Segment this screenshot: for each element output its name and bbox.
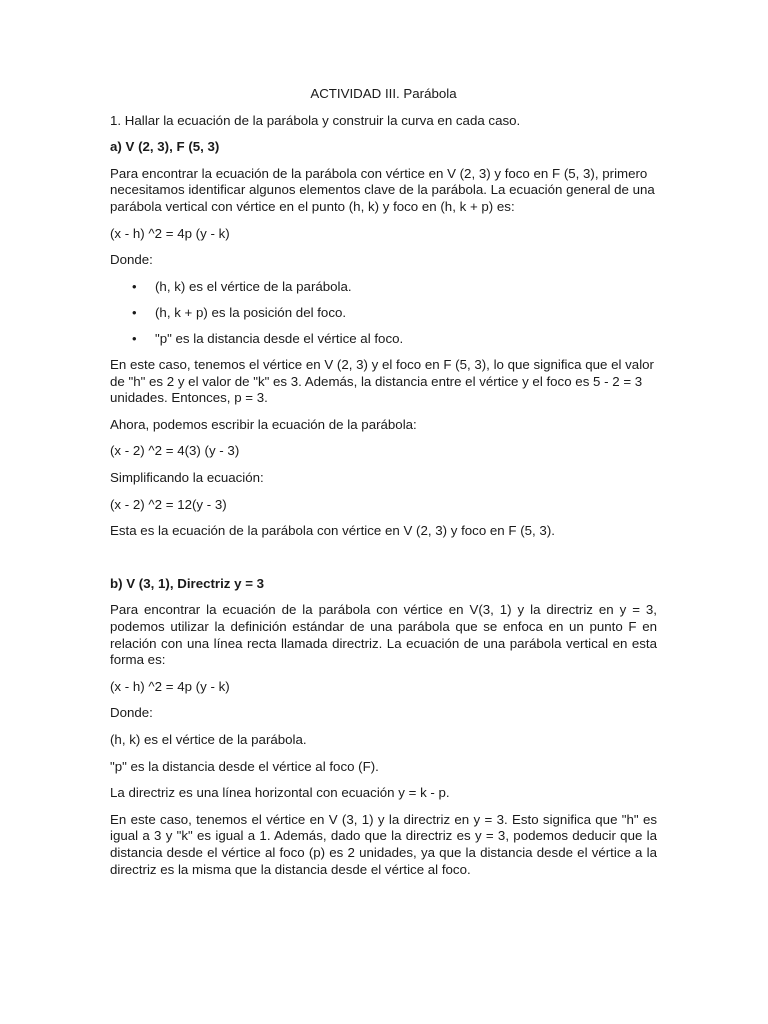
list-item-text: "p" es la distancia desde el vértice al foco.: [155, 330, 404, 346]
part-b-intro: Para encontrar la ecuación de la parábola con vértice en V(3, 1) y la directriz en y = 3, podemos utilizar la definición estándar de una parábola que se enfoca en un punto F en relación con una línea recta llamada directriz. La ecuación de una parábola vertical en esta forma es:: [110, 602, 657, 668]
part-a-simplify-text: Simplificando la ecuación:: [110, 470, 264, 485]
part-a-heading: a) V (2, 3), F (5, 3): [110, 139, 220, 155]
part-a-equation-1: (x - 2) ^2 = 4(3) (y - 3): [110, 443, 240, 459]
part-a-intro: Para encontrar la ecuación de la parábola con vértice en V (2, 3) y foco en F (5, 3), primero necesitamos identificar algunos elementos clave de la parábola. La ecuación general de una parábola vertical con vértice en el punto (h, k) y foco en (h, k + p) es:: [110, 165, 655, 214]
part-a-case-text: En este caso, tenemos el vértice en V (2, 3) y el foco en F (5, 3), lo que significa que el valor de "h" es 2 y el valor de "k" es 3. Además, la distancia entre el vértice y el foco es 5 - 2 = 3 unidades. Entonces, p = 3.: [110, 357, 654, 406]
part-b-line-1: (h, k) es el vértice de la parábola.: [110, 731, 307, 747]
part-b-case-text: En este caso, tenemos el vértice en V (3, 1) y la directriz en y = 3. Esto significa que "h" es igual a 3 y "k" es igual a 1. Además, dado que la directriz es y = 3, podemos deducir que la distancia desde el vértice al foco (p) es 2 unidades, ya que la distancia desde el vértice a la directriz es la misma que la distancia desde el vértice al foco.: [110, 811, 657, 877]
part-b-line-3: La directriz es una línea horizontal con ecuación y = k - p.: [110, 785, 450, 801]
part-a-now-text: Ahora, podemos escribir la ecuación de la parábola:: [110, 416, 417, 432]
list-item: [110, 305, 657, 322]
list-item: [110, 279, 657, 296]
instruction-text: 1. Hallar la ecuación de la parábola y construir la curva en cada caso.: [110, 112, 521, 128]
part-a-conclusion: Esta es la ecuación de la parábola con vértice en V (2, 3) y foco en F (5, 3).: [110, 523, 555, 539]
bullet-icon: •: [132, 304, 137, 320]
list-item: [110, 331, 657, 348]
part-a-bullet-list: [110, 279, 657, 348]
part-a-donde: Donde:: [110, 252, 153, 268]
bullet-icon: •: [132, 330, 137, 346]
list-item-text: (h, k + p) es la posición del foco.: [155, 304, 347, 320]
section-spacer: [110, 550, 657, 576]
bullet-icon: •: [132, 278, 137, 294]
document-page: [110, 86, 657, 888]
part-b-line-2: "p" es la distancia desde el vértice al foco (F).: [110, 758, 379, 774]
part-a-general-equation: (x - h) ^2 = 4p (y - k): [110, 225, 230, 241]
part-b-donde: Donde:: [110, 705, 153, 721]
part-b-heading: b) V (3, 1), Directriz y = 3: [110, 575, 265, 591]
part-a-equation-2: (x - 2) ^2 = 12(y - 3): [110, 496, 227, 512]
part-b-general-equation: (x - h) ^2 = 4p (y - k): [110, 678, 230, 694]
document-title: ACTIVIDAD III. Parábola: [310, 86, 457, 101]
list-item-text: (h, k) es el vértice de la parábola.: [155, 278, 352, 294]
